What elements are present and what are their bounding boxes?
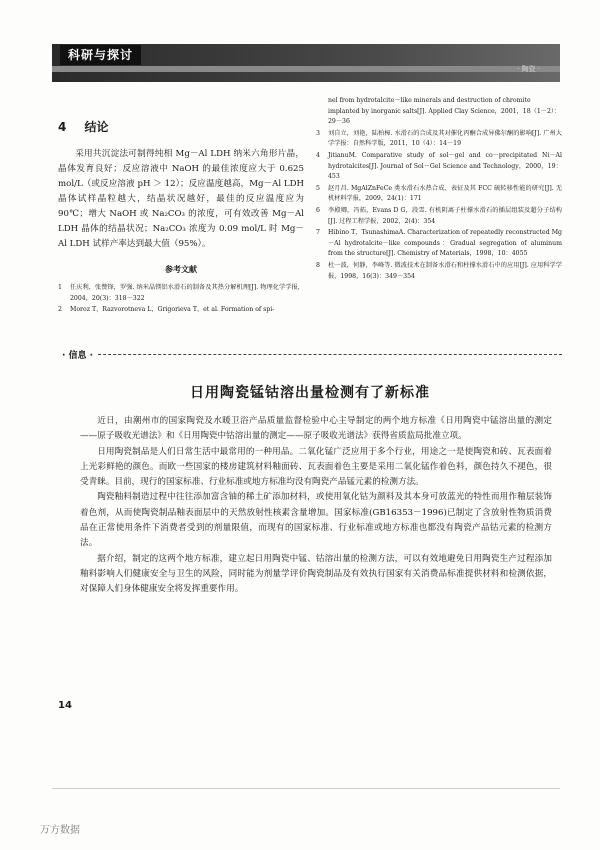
reference-text: 任庆利，张赞锋，罗强. 纳米晶镁铝水滑石的制备及其热分解机理[J]. 物理化学学报，2004，20(3)：318－322 <box>70 284 304 302</box>
section-number: 4 <box>58 120 67 134</box>
reference-number: 7 <box>316 229 320 237</box>
reference-number: 8 <box>316 261 320 269</box>
reference-item <box>316 206 562 227</box>
news-paragraph: 日用陶瓷制品是人们日常生活中最常用的一种用品。二氧化锰广泛应用于多个行业，用途之一是使陶瓷和砖、瓦表面着上光彩鲜艳的颜色。而欧一些国家的楼房建筑材料釉面砖、瓦表面着色主要是采用二氧化锰作着色料，颜色持久不褪色，很受青睐。目前，现行的国家标准、行业标准或地方标准均没有陶瓷产品锰元素的检测方法。 <box>80 446 552 488</box>
bottom-rule <box>52 788 560 789</box>
watermark: 万方数据 <box>40 825 80 836</box>
news-body <box>80 414 552 598</box>
news-paragraph: 据介绍，制定的这两个地方标准，建立起日用陶瓷中锰、钴溶出量的检测方法，可以有效地避免日用陶瓷生产过程添加釉料影响人们健康安全与卫生的风险，同时能为剂量学评价陶瓷制品及有效执行国家有关消费品标准提供材料和检测依据，对保障人们身体健康安全将发挥重要作用。 <box>80 553 552 595</box>
section-tag: 科研与探讨 <box>60 45 141 65</box>
reference-item <box>58 283 304 304</box>
reference-item <box>316 129 562 150</box>
reference-number: 3 <box>316 129 320 137</box>
reference-item <box>316 228 562 260</box>
section-heading <box>58 118 304 135</box>
reference-text: JitianuM. Comparative study of sol－gel and co－precipitated Ni－Al hydrotalcites[J]. Journal of Sol－Gel Science and Technology，2000，19：453 <box>328 151 562 181</box>
reference-number: 2 <box>58 306 62 314</box>
news-title: 日用陶瓷锰钴溶出量检测有了新标准 <box>190 385 430 401</box>
reference-item <box>316 261 562 282</box>
news-paragraph: 陶瓷釉料制造过程中往往添加富含铀的稀土矿添加材料，或使用氧化钴为颜料及其本身可放蓝光的特性而用作釉层装饰着色剂，从而使陶瓷制品釉表面层中的天然放射性核素含量增加。国家标准(GB16353－1996)已制定了含放射性物质消费品在正常使用条件下消费者受到的剂量限值，而现有的国家标准、行业标准或地方标准也都没有陶瓷产品钴元素的检测方法。 <box>80 492 552 549</box>
reference-text: 刘自立，刘艳，陆柏樟. 水滑石的合成及其对催化丙酮合成异佛尔酮的影响[J]. 广州大学学报：自然科学版，2011，10（4）：14－19 <box>328 129 562 148</box>
conclusion-paragraph: 采用共沉淀法可制得纯相 Mg－Al LDH 纳米六角形片晶，晶体发育良好；反应溶液中 NaOH 的最佳浓度应大于 0.625 mol/L（或反应溶液 pH ＞ 12）；反应温度越高，Mg－Al LDH 晶体试样晶粒越大，结晶状况越好，最佳的反应温度应为 90℃；增大 NaOH 或 Na₂CO₃ 的浓度，可有效改善 Mg－Al LDH 晶体的结晶状况；Na₂CO₃ 浓度为 0.09 mol/L 时 Mg－Al LDH 试样产率达到最大值（95%）。 <box>58 149 304 249</box>
section-title: 结论 <box>84 120 109 134</box>
page-number: 14 <box>58 700 72 711</box>
reference-number: 1 <box>58 284 62 291</box>
reference-item <box>316 184 562 205</box>
info-label: · 信息 · <box>58 348 97 361</box>
reference-number: 6 <box>316 206 320 214</box>
reference-text: Hibino T，TsunashimaA. Characterization of repeatedly reconstructed Mg－Al hydrotalcite－like compounds：Gradual segregation of aluminum from the structure[J]. Chemistry of Materials，1998，10：4055 <box>328 229 562 258</box>
references-title: 参考文献 <box>165 265 197 274</box>
reference-number: 4 <box>316 151 320 159</box>
reference-text: 赵月昌. MgAlZnFeCe 类水滑石水热合成、表征及其 FCC 硫转移性能的研究[J]. 无机材料学报，2009，24(1)：171 <box>328 184 562 203</box>
right-column <box>316 96 562 283</box>
reference-item <box>316 151 562 183</box>
section-divider <box>58 354 562 355</box>
reference-item <box>58 305 304 316</box>
reference-continuation: nel from hydrotalcite－like minerals and destruction of chromite implanted by inorganic salts[J]. Applied Clay Science，2001，18（1－2）：29－36 <box>328 97 561 126</box>
reference-number: 5 <box>316 184 320 192</box>
reference-text: 杜一波，何静，李峰等. 微波技术在制备水滑石和柱撑水滑石中的应用[J]. 应用科学学报，1998，16(3)：349－354 <box>328 261 562 280</box>
left-column <box>58 118 304 317</box>
news-paragraph: 近日，由潮州市的国家陶瓷及水暖卫浴产品质量监督检验中心主导制定的两个地方标准《日用陶瓷中锰溶出量的测定——原子吸收光谱法》和《日用陶瓷中钴溶出量的测定——原子吸收光谱法》获得省质监局批准立项。 <box>80 416 552 442</box>
reference-text: Moroz T，Razvorotneva L，Grigorieva T，et al. Formation of spi- <box>70 306 275 314</box>
header-journal-mark: · 陶瓷 · <box>517 65 540 73</box>
reference-text: 李殿卿，冯拓，Evans D G，段雪. 有机阴离子柱撑水滑石的插层组装及超分子结构[J]. 过程工程学报，2002，2(4)：354 <box>328 206 562 225</box>
